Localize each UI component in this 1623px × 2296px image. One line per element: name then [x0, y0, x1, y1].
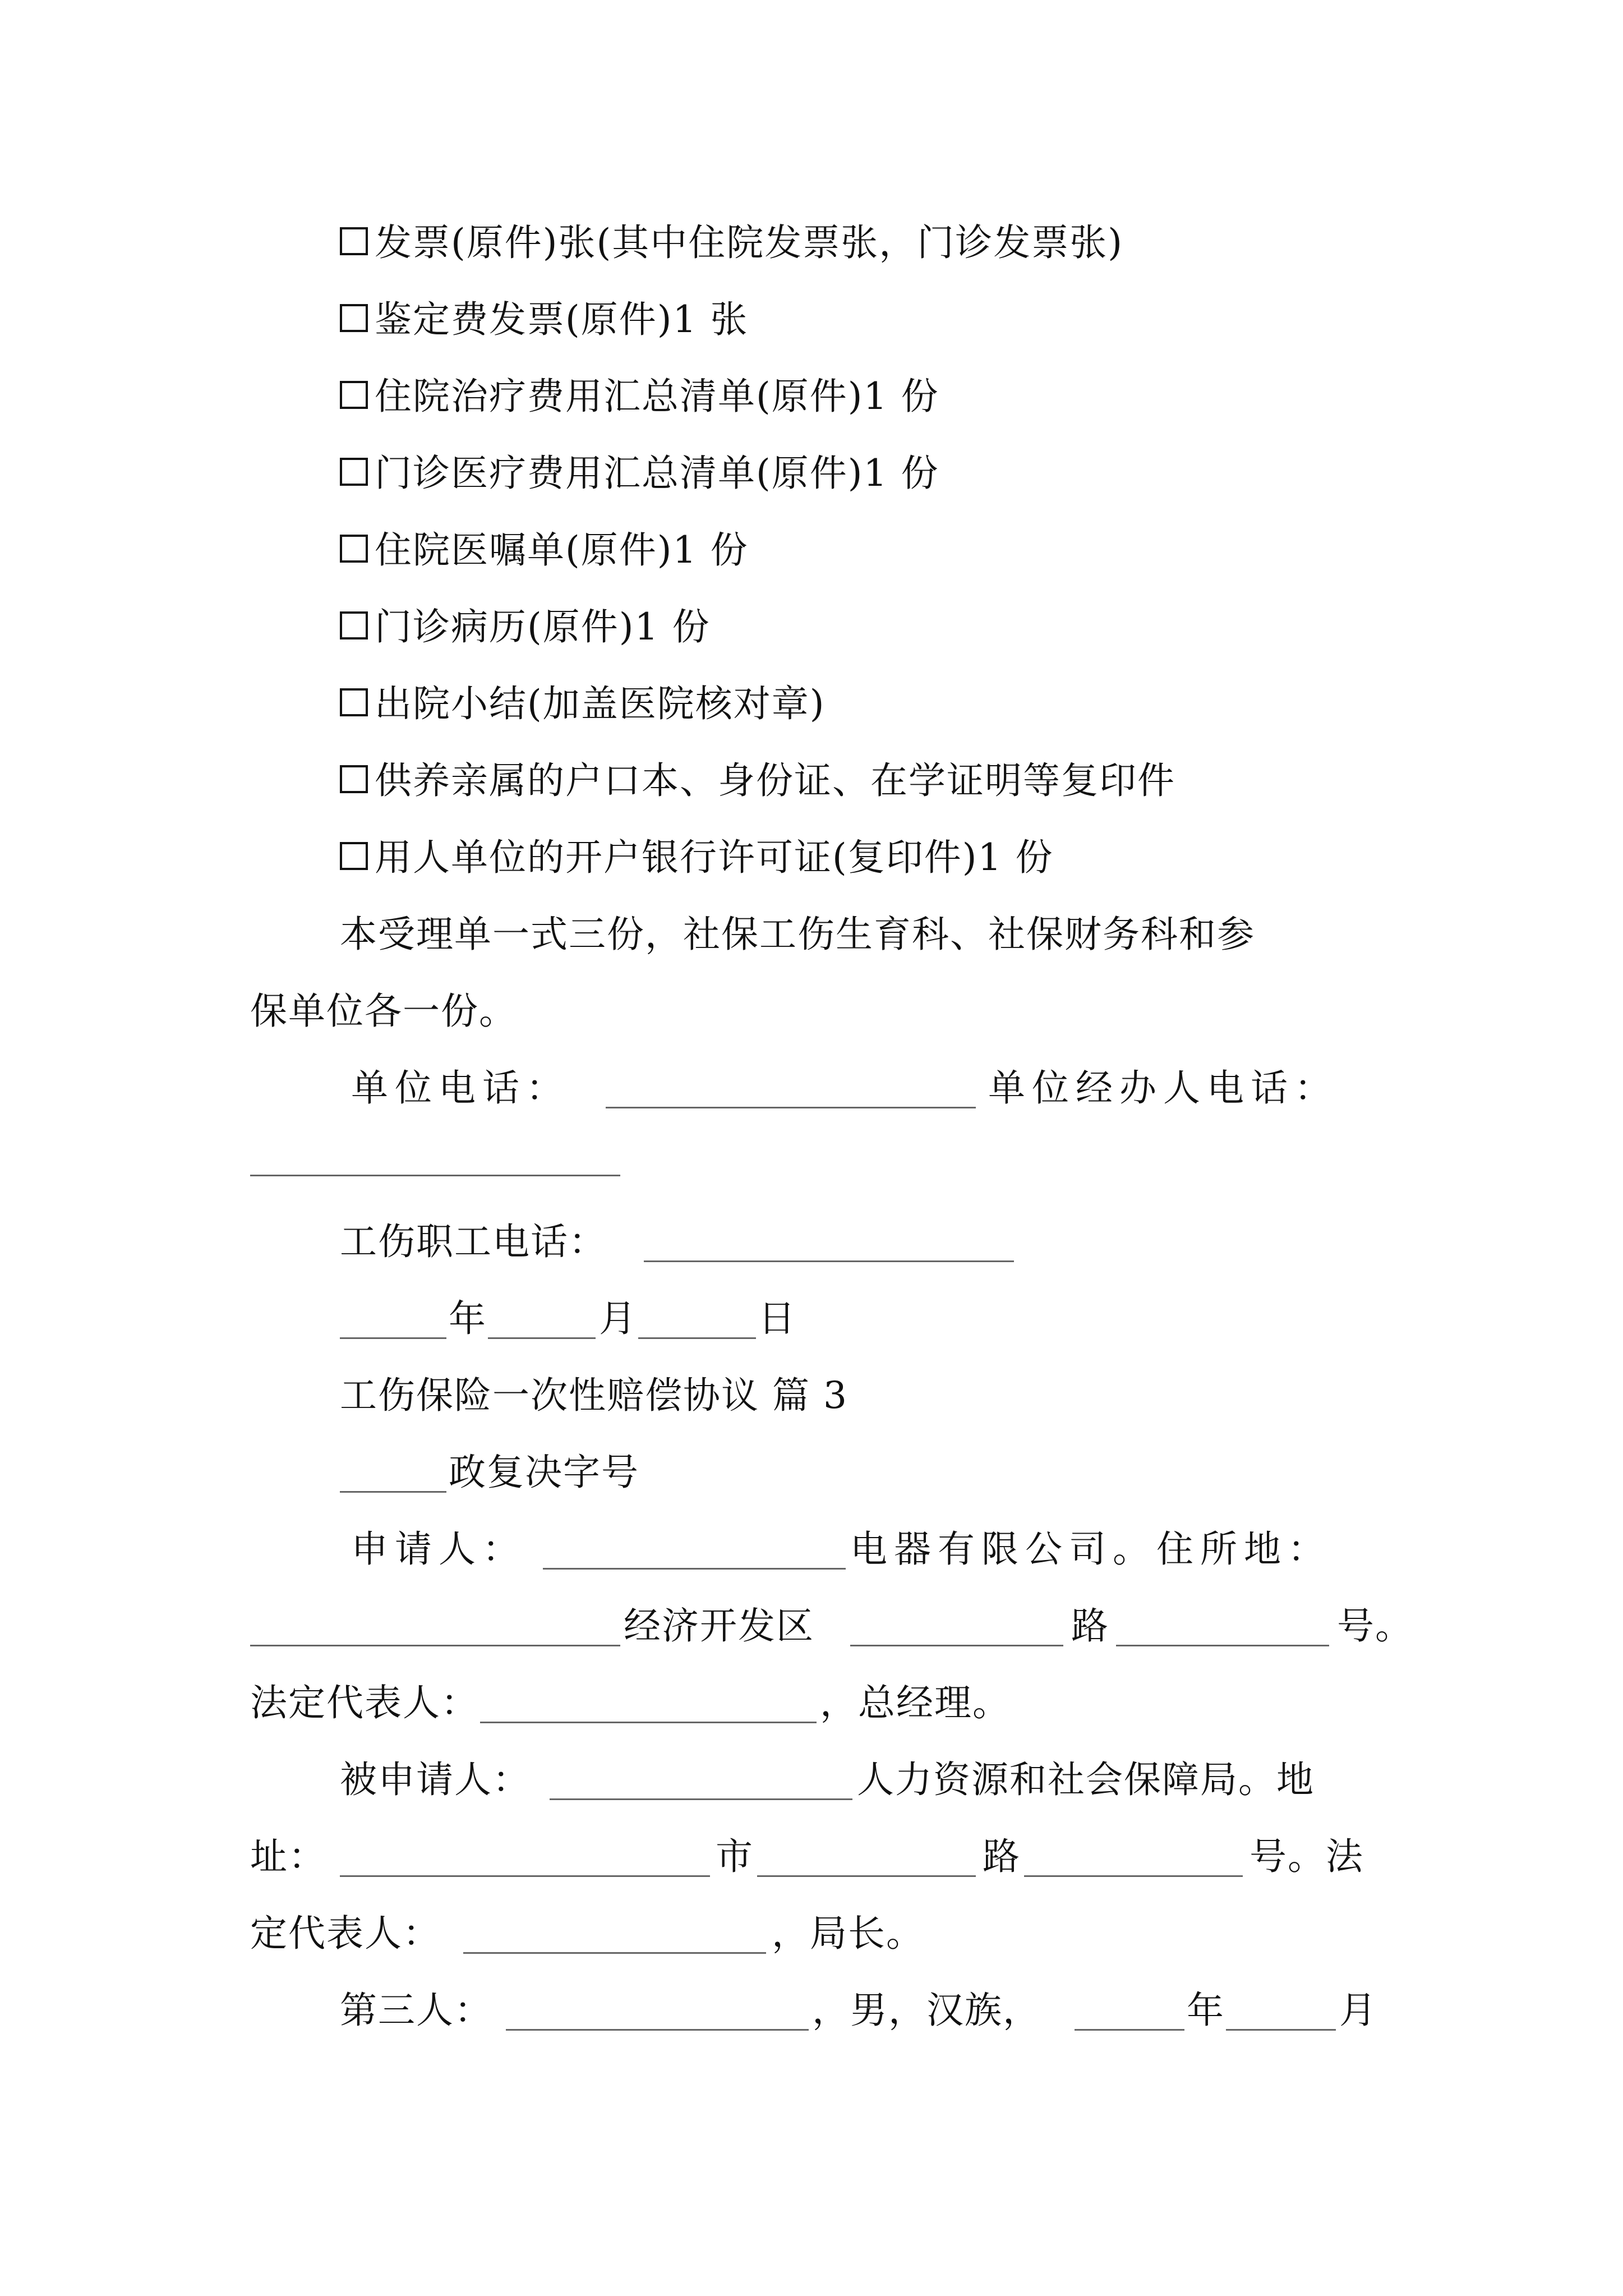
doc-number-line — [0, 1442, 1623, 1503]
doc-number-field[interactable] — [340, 1491, 446, 1493]
respondent-road-number-field[interactable] — [1024, 1875, 1243, 1877]
third-party-line — [0, 1980, 1623, 2041]
month-label: 月 — [1339, 1989, 1377, 2032]
respondent-line — [0, 1749, 1623, 1811]
note-line — [0, 904, 1623, 965]
checkbox[interactable] — [340, 381, 368, 409]
month-field[interactable] — [488, 1337, 596, 1339]
checklist-item-label: 供养亲属的户口本、身份证、在学证明等复印件 — [375, 759, 1175, 802]
worker-phone-label: 工伤职工电话： — [340, 1220, 607, 1263]
checklist-item — [0, 212, 1623, 274]
rep-label: 定代表人： — [250, 1912, 441, 1955]
worker-phone-line — [0, 1211, 1623, 1273]
zone-field[interactable] — [850, 1645, 1063, 1646]
applicant-label: 申请人： — [351, 1527, 526, 1571]
checklist-item — [0, 596, 1623, 658]
day-field[interactable] — [638, 1337, 756, 1339]
applicant-line — [0, 1519, 1623, 1580]
unit-phone-line — [0, 1057, 1623, 1119]
checklist-item-label: 住院治疗费用汇总清单(原件)1 份 — [375, 375, 939, 418]
road-label: 路 — [983, 1835, 1021, 1878]
third-party-info: ，男，汉族， — [812, 1989, 1041, 2032]
applicant-name-field[interactable] — [543, 1568, 846, 1570]
road-number-field[interactable] — [1116, 1645, 1329, 1646]
respondent-province-field[interactable] — [340, 1875, 710, 1877]
checkbox[interactable] — [340, 611, 368, 639]
rep-label: 法定代表人： — [250, 1681, 479, 1724]
checklist-item-label: 门诊病历(原件)1 份 — [375, 605, 711, 648]
number-label: 号。 — [1337, 1604, 1413, 1648]
unit-phone-field[interactable] — [606, 1107, 976, 1108]
checklist-item-label: 门诊医疗费用汇总清单(原件)1 份 — [375, 452, 939, 495]
birth-year-field[interactable] — [1075, 2029, 1184, 2031]
city-label: 市 — [716, 1835, 754, 1878]
checklist-item-label: 发票(原件)张(其中住院发票张，门诊发票张) — [375, 221, 1123, 264]
unit-phone-label: 单位电话： — [351, 1066, 570, 1110]
checkbox[interactable] — [340, 458, 368, 486]
applicant-company-label: 电器有限公司。住所地： — [850, 1527, 1331, 1571]
road-label: 路 — [1071, 1604, 1109, 1648]
checkbox[interactable] — [340, 688, 368, 716]
handler-phone-label: 单位经办人电话： — [988, 1066, 1338, 1110]
third-party-name-field[interactable] — [506, 2029, 809, 2031]
year-label: 年 — [449, 1297, 487, 1340]
checklist-item-label: 鉴定费发票(原件)1 张 — [375, 298, 749, 341]
checklist-item — [0, 827, 1623, 889]
year-field[interactable] — [340, 1337, 446, 1339]
section-title: 工伤保险一次性赔偿协议 篇 3 — [340, 1374, 848, 1417]
checklist-item — [0, 289, 1623, 351]
note-text: 本受理单一式三份，社保工伤生育科、社保财务科和参 — [340, 913, 1255, 956]
checklist-item-label: 出院小结(加盖医院核对章) — [375, 682, 826, 725]
respondent-city-name-field[interactable] — [757, 1875, 976, 1877]
note-text: 保单位各一份。 — [250, 990, 517, 1033]
section-heading — [0, 1365, 1623, 1427]
checklist-item — [0, 750, 1623, 812]
date-line — [0, 1288, 1623, 1350]
year-label: 年 — [1187, 1989, 1225, 2032]
third-party-label: 第三人： — [340, 1989, 492, 2032]
checkbox[interactable] — [340, 304, 368, 332]
checkbox[interactable] — [340, 535, 368, 563]
applicant-rep-field[interactable] — [480, 1722, 817, 1723]
checklist-item-label: 住院医嘱单(原件)1 份 — [375, 528, 749, 572]
checkbox[interactable] — [340, 765, 368, 793]
checklist-item — [0, 519, 1623, 581]
worker-phone-field[interactable] — [644, 1260, 1014, 1262]
respondent-address-line — [0, 1826, 1623, 1888]
respondent-rep-field[interactable] — [463, 1952, 766, 1954]
respondent-rep-line — [0, 1903, 1623, 1964]
handler-phone-field[interactable] — [250, 1175, 620, 1176]
handler-phone-line — [0, 1134, 1623, 1196]
rep-title: ，总经理。 — [820, 1681, 1011, 1724]
checkbox[interactable] — [340, 227, 368, 255]
applicant-rep-line — [0, 1672, 1623, 1734]
checkbox[interactable] — [340, 842, 368, 870]
zone-label: 经济开发区 — [624, 1604, 814, 1648]
checklist-item — [0, 366, 1623, 427]
address-label: 址： — [250, 1835, 326, 1878]
birth-month-field[interactable] — [1226, 2029, 1336, 2031]
number-label: 号。法 — [1249, 1835, 1364, 1878]
respondent-city-field[interactable] — [550, 1798, 852, 1800]
doc-number-label: 政复决字号 — [449, 1451, 639, 1494]
applicant-address-line — [0, 1595, 1623, 1657]
rep-title: ，局长。 — [772, 1912, 924, 1955]
note-line — [0, 981, 1623, 1042]
respondent-label: 被申请人： — [340, 1758, 531, 1801]
month-label: 月 — [599, 1297, 637, 1340]
checklist-item — [0, 673, 1623, 735]
applicant-city-field[interactable] — [250, 1645, 620, 1646]
agency-label: 人力资源和社会保障局。地 — [857, 1758, 1315, 1801]
day-label: 日 — [758, 1297, 796, 1340]
checklist-item-label: 用人单位的开户银行许可证(复印件)1 份 — [375, 836, 1054, 879]
checklist-item — [0, 443, 1623, 504]
